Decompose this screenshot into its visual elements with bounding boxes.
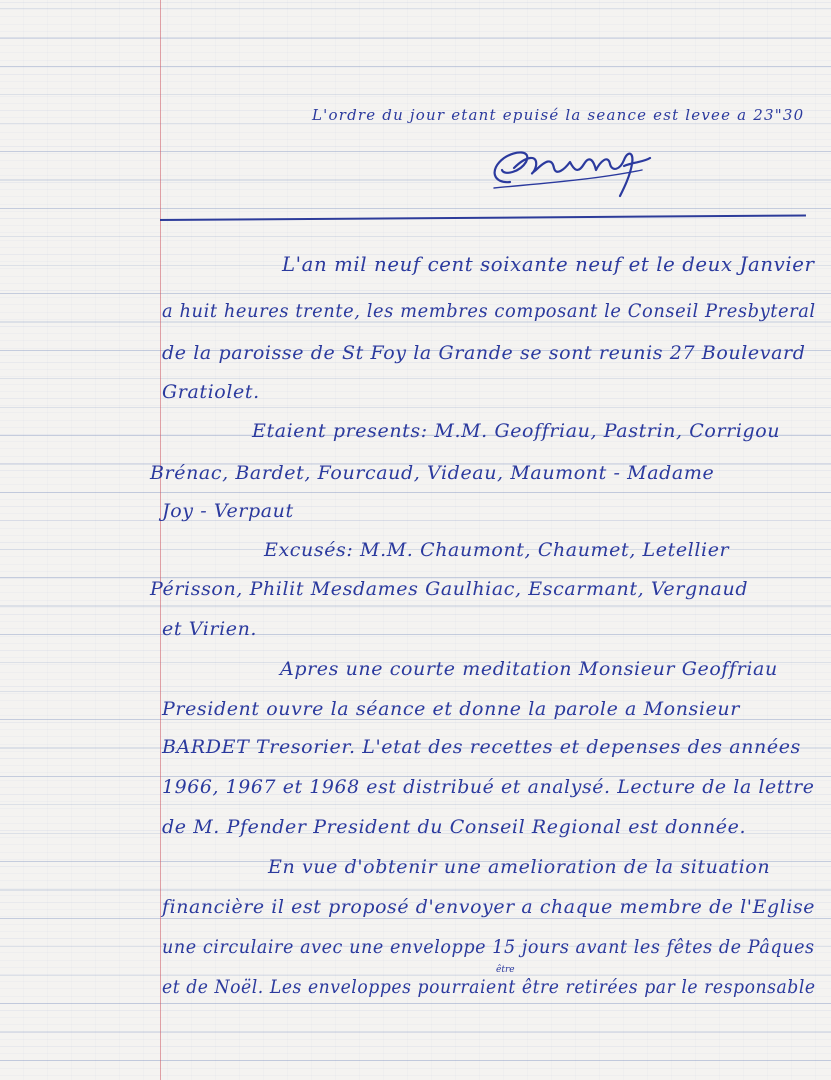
text-line: Périsson, Philit Mesdames Gaulhiac, Escarmant, Vergnaud <box>150 578 749 600</box>
text-line: Joy - Verpaut <box>162 500 294 522</box>
text-line: Brénac, Bardet, Fourcaud, Videau, Maumont - Madame <box>150 462 715 484</box>
text-line: et Virien. <box>162 618 258 640</box>
text-line: En vue d'obtenir une amelioration de la situation <box>268 856 771 878</box>
section-divider <box>160 214 806 221</box>
text-line: financière il est proposé d'envoyer a chaque membre de l'Eglise <box>162 896 816 918</box>
interlinear-insertion: être <box>496 965 515 975</box>
text-line: de la paroisse de St Foy la Grande se sont reunis 27 Boulevard <box>162 342 806 364</box>
text-line: L'an mil neuf cent soixante neuf et le deux Janvier <box>282 252 815 276</box>
text-line: et de Noël. Les enveloppes pourraient être retirées par le responsable <box>162 976 816 998</box>
text-line: Apres une courte meditation Monsieur Geoffriau <box>280 658 778 680</box>
text-line: BARDET Tresorier. L'etat des recettes et depenses des années <box>162 736 801 758</box>
text-line: 1966, 1967 et 1968 est distribué et analysé. Lecture de la lettre <box>162 776 815 798</box>
text-line: de M. Pfender President du Conseil Regional est donnée. <box>162 816 747 838</box>
handwritten-signature <box>474 140 674 200</box>
closing-line: L'ordre du jour etant epuisé la seance est levee a 23"30 <box>312 106 805 124</box>
text-line: a huit heures trente, les membres composant le Conseil Presbyteral <box>162 300 816 322</box>
text-line: Gratiolet. <box>162 381 260 403</box>
text-line: President ouvre la séance et donne la parole a Monsieur <box>162 698 740 720</box>
text-line: Etaient presents: M.M. Geoffriau, Pastrin, Corrigou <box>252 420 781 442</box>
text-line: Excusés: M.M. Chaumont, Chaumet, Letellier <box>264 539 730 561</box>
text-line: une circulaire avec une enveloppe 15 jours avant les fêtes de Pâques <box>162 936 815 958</box>
page-margin-line <box>160 0 161 1080</box>
